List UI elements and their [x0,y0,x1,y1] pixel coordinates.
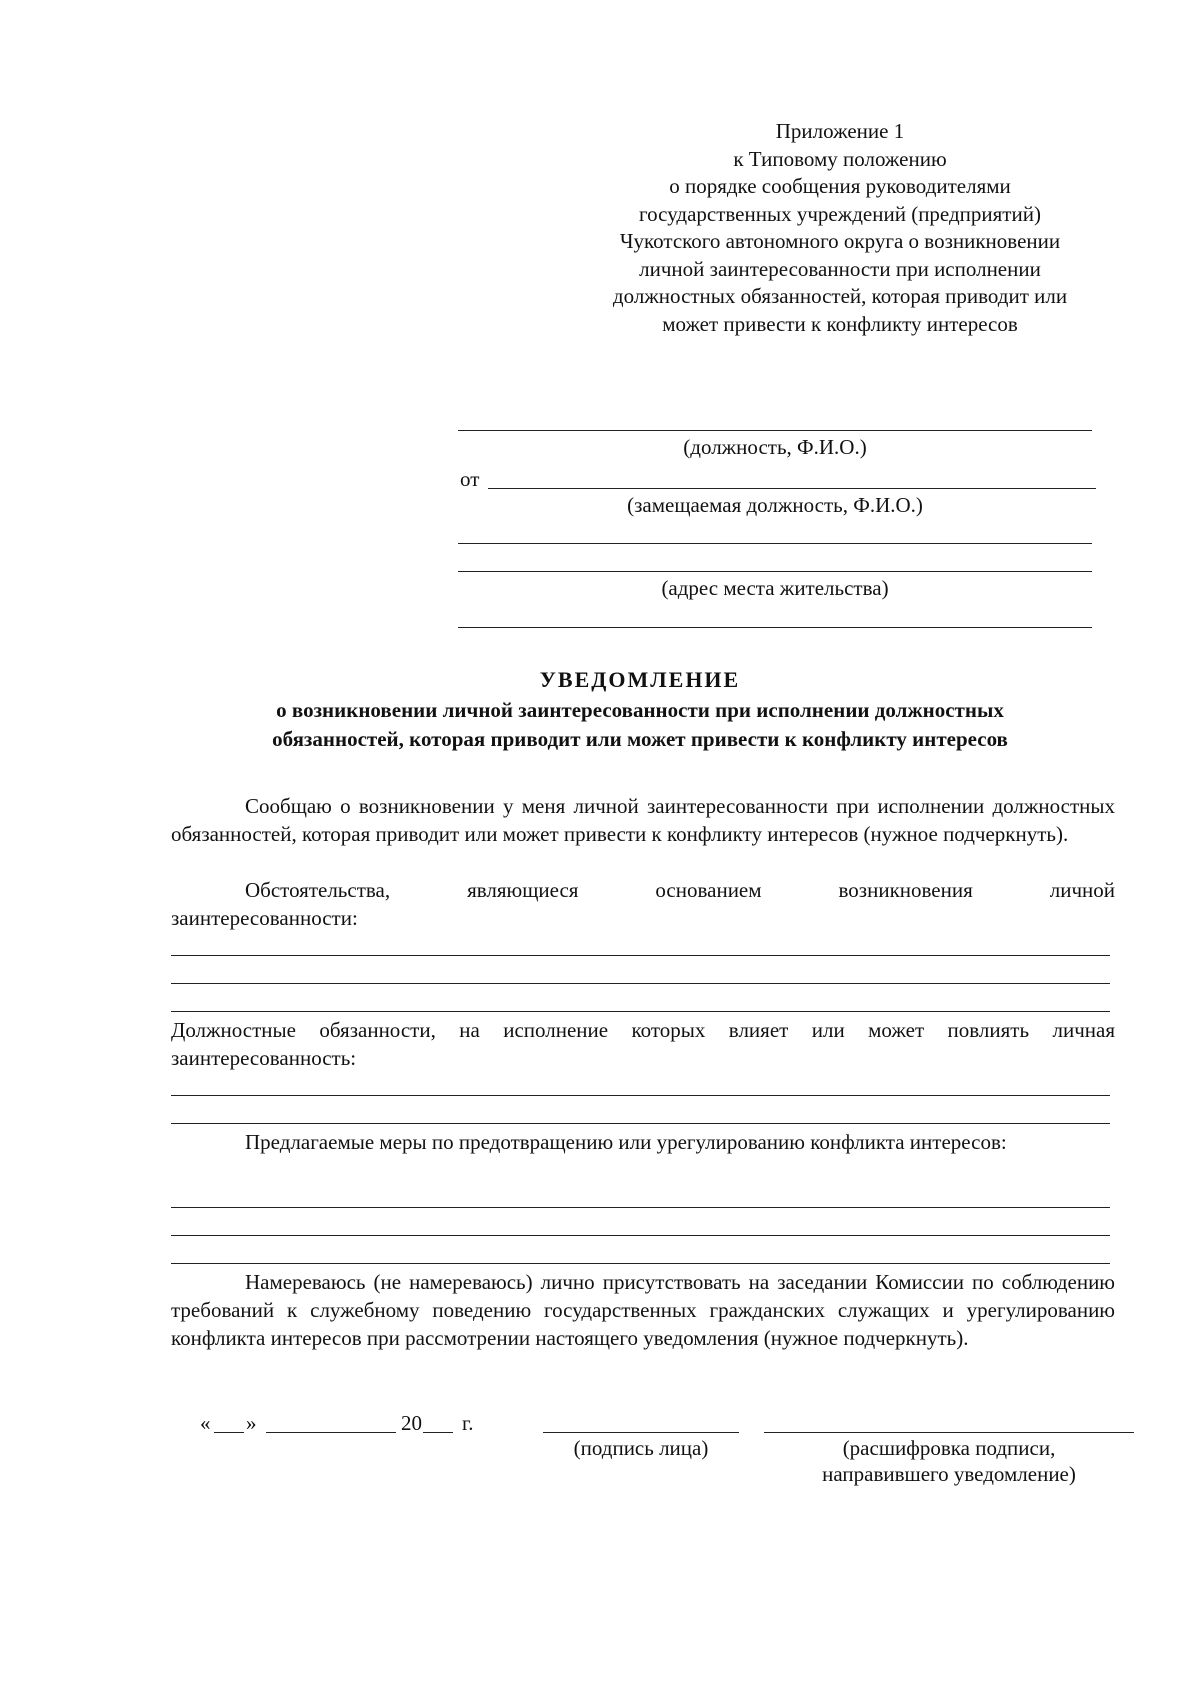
circumstances-line-2[interactable] [171,983,1110,984]
measures-line-1[interactable] [171,1207,1110,1208]
decoding-caption-line: (расшифровка подписи, [842,1436,1056,1460]
measures-line-2[interactable] [171,1235,1110,1236]
appendix-block [590,118,1090,338]
appendix-line: может привести к конфликту интересов [662,311,1018,336]
paragraph-measures: Предлагаемые меры по предотвращению или урегулированию конфликта интересов: [245,1130,1007,1154]
date-month-line[interactable] [266,1432,396,1433]
duties-line-2[interactable] [171,1123,1110,1124]
date-year-line[interactable] [423,1432,453,1433]
measures-line-3[interactable] [171,1263,1110,1264]
address-line-2[interactable] [458,571,1092,572]
signature-decoding-line[interactable] [764,1432,1134,1433]
notice-subtitle-line: обязанностей, которая приводит или может привести к конфликту интересов [272,727,1008,751]
notice-title: УВЕДОМЛЕНИЕ [539,667,741,692]
sender-line[interactable] [488,488,1096,489]
paragraph-duties: Должностные обязанности, на исполнение которых влияет или может повлиять личная заинтересованность: [171,1018,1115,1070]
appendix-line: к Типовому положению [733,146,947,171]
paragraph-circumstances-line1: Обстоятельства, являющиеся основанием возникновения личной [245,878,1115,902]
position-caption: (должность, Ф.И.О.) [683,435,867,459]
paragraph-circumstances-line2: заинтересованности: [171,906,358,930]
appendix-line: должностных обязанностей, которая приводит или [612,284,1068,308]
date-year-suffix: г. [462,1411,474,1435]
date-open-quote: « [200,1411,211,1435]
circumstances-line-3[interactable] [171,1011,1110,1012]
circumstances-line-1[interactable] [171,955,1110,956]
date-year-prefix: 20 [401,1411,422,1435]
signature-caption: (подпись лица) [573,1436,709,1460]
from-label: от [460,467,480,491]
address-caption: (адрес места жительства) [661,576,889,600]
address-line-3[interactable] [458,627,1092,628]
appendix-line: Приложение 1 [775,119,905,143]
sender-caption: (замещаемая должность, Ф.И.О.) [627,493,923,517]
paragraph-attendance: Намереваюсь (не намереваюсь) лично присутствовать на заседании Комиссии по соблюдению требований к служебному поведению государственных гражданских служащих и урегулированию конфликта интересов при рассмотрении настоящего уведомления (нужное подчеркнуть). [171,1270,1115,1350]
appendix-line: о порядке сообщения руководителями [669,174,1011,198]
decoding-caption [764,1435,1134,1487]
notice-subtitle-line: о возникновении личной заинтересованности при исполнении должностных [276,698,1004,722]
notice-subtitle [150,696,1130,754]
addressee-line[interactable] [458,430,1092,431]
duties-line-1[interactable] [171,1095,1110,1096]
signature-line[interactable] [543,1432,739,1433]
address-line-1[interactable] [458,543,1092,544]
appendix-line: государственных учреждений (предприятий) [639,201,1041,226]
date-day-line[interactable] [214,1432,244,1433]
appendix-line: Чукотского автономного округа о возникновении [619,229,1061,253]
date-close-quote: » [246,1411,257,1435]
paragraph-declaration: Сообщаю о возникновении у меня личной заинтересованности при исполнении должностных обязанностей, которая приводит или может привести к конфликту интересов (нужное подчеркнуть). [171,794,1115,846]
appendix-line: личной заинтересованности при исполнении [639,256,1041,281]
decoding-caption-line: направившего уведомление) [822,1462,1076,1486]
